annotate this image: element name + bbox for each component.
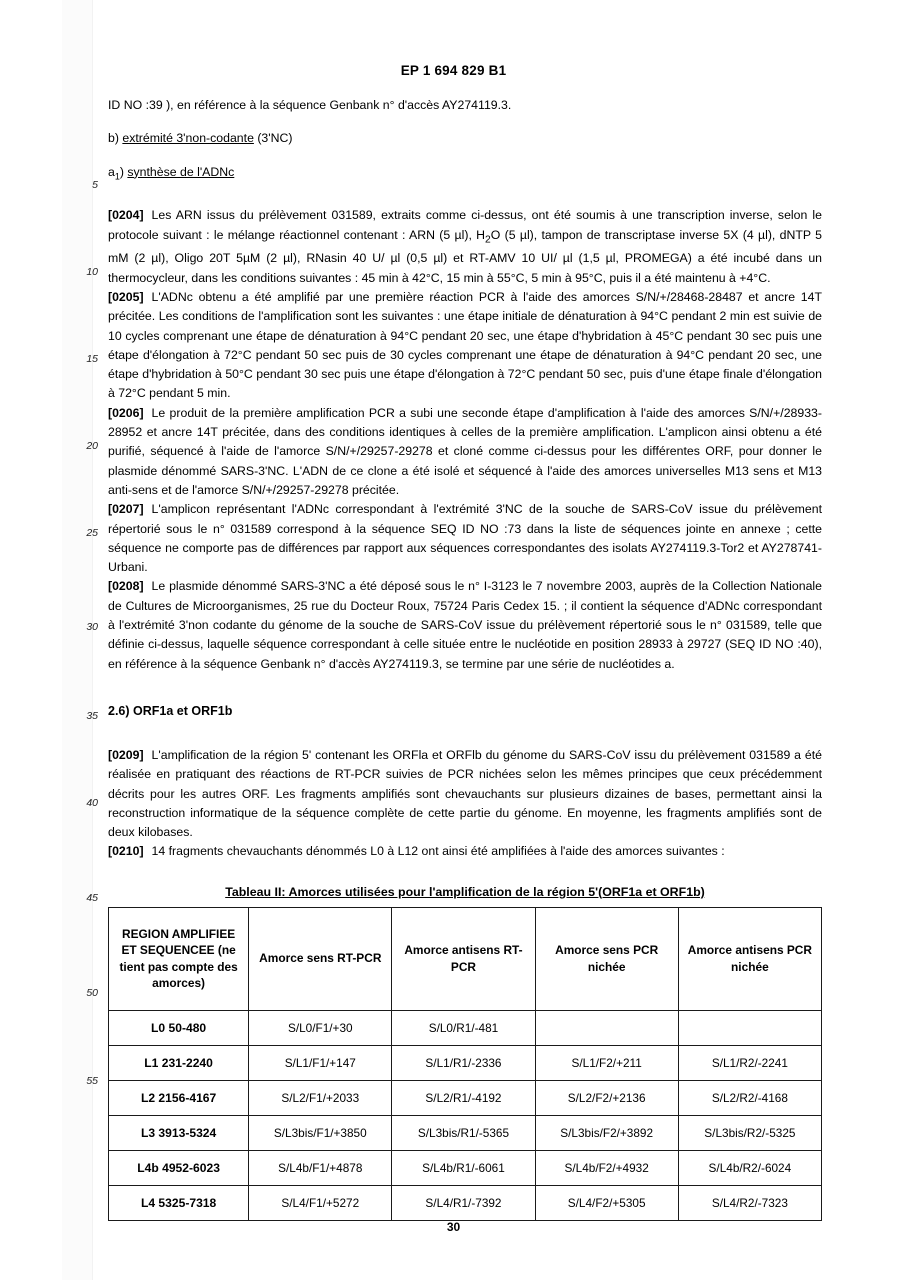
cell-antisense-nested: S/L1/R2/-2241: [678, 1045, 821, 1080]
paragraph-text: L'amplicon représentant l'ADNc correspondant à l'extrémité 3'NC de la souche de SARS-CoV issue du prélèvement répertorié sous le n° 031589 correspond à la séquence SEQ ID NO :73 dans la liste de séquences jointe en annexe ; cette séquence ne comporte pas de différences par rapport aux séquences correspondantes des isolats AY274119.3-Tor2 et AY278741-Urbani.: [108, 502, 822, 575]
paragraph-text: L'amplification de la région 5' contenant les ORFla et ORFlb du génome du SARS-CoV issu du prélèvement 031589 a été réalisée en pratiquant des réactions de RT-PCR suivies de PCR nichées selon les mêmes principes que ceux précédemment décrits pour les autres ORF. Les fragments amplifiés sont chevauchants sur plusieurs dizaines de bases, permettant ainsi la reconstruction informatique de la séquence complète de cette partie du génome. En moyenne, les fragments amplifiés sont de deux kilobases.: [108, 747, 822, 840]
cell-region: L1 231-2240: [109, 1045, 249, 1080]
cell-sense-nested: S/L2/F2/+2136: [535, 1080, 678, 1115]
cell-region: L0 50-480: [109, 1010, 249, 1045]
line-number: 45: [86, 892, 98, 904]
primers-table: [108, 907, 822, 1221]
cell-antisense-rtpcr: S/L2/R1/-4192: [392, 1080, 535, 1115]
table-header-row: [109, 907, 822, 1010]
paragraph-seq-ref: [108, 96, 822, 115]
cell-sense-nested: S/L4/F2/+5305: [535, 1185, 678, 1220]
line-number: 35: [86, 710, 98, 722]
cell-region: L4 5325-7318: [109, 1185, 249, 1220]
cell-sense-nested: S/L4b/F2/+4932: [535, 1150, 678, 1185]
paragraph-text: Les ARN issus du prélèvement 031589, extraits comme ci-dessus, ont été soumis à une transcription inverse, selon le protocole suivant : le mélange réactionnel contenant : ARN (5 µl), $H_2O$ (5 µl), tampon de transcriptase inverse 5X (4 µl), dNTP 5 mM (2 µl), Oligo 20T 5µM (2 µl), RNasin 40 U/ µl (0,5 µl) et RT-AMV 10 UI/ µl (1,5 µl, PROMEGA) a été incubé dans un thermocycleur, dans les conditions suivantes : 45 min à 42°C, 15 min à 55°C, 5 min à 95°C, puis il a été maintenu à +4°C.: [108, 208, 822, 285]
cell-sense-rtpcr: S/L4/F1/+5272: [249, 1185, 392, 1220]
table-row: [109, 1185, 822, 1220]
line-number: 5: [92, 179, 98, 191]
table-row: [109, 1080, 822, 1115]
cell-antisense-nested: [678, 1010, 821, 1045]
line-number: 20: [86, 440, 98, 452]
seq-ref-text: ID NO :39 ), en référence à la séquence Genbank n° d'accès AY274119.3.: [108, 98, 512, 112]
line-number: 30: [86, 621, 98, 633]
cell-sense-rtpcr: S/L0/F1/+30: [249, 1010, 392, 1045]
paragraph-number: [0204]: [108, 208, 144, 223]
cell-sense-rtpcr: S/L1/F1/+147: [249, 1045, 392, 1080]
column-header-antisense-nested: Amorce antisens PCR nichée: [678, 907, 821, 1010]
paragraph-number: [0207]: [108, 502, 144, 517]
heading-a1-underlined: synthèse de l'ADNc: [127, 164, 235, 179]
paragraph-0209: [108, 746, 822, 842]
cell-antisense-nested: S/L2/R2/-4168: [678, 1080, 821, 1115]
column-header-antisense-rtpcr: Amorce antisens RT-PCR: [392, 907, 535, 1010]
page-title: EP 1 694 829 B1: [400, 63, 507, 78]
cell-antisense-rtpcr: S/L4b/R1/-6061: [392, 1150, 535, 1185]
heading-b-3nc: [108, 129, 822, 148]
paragraph-0204: [108, 206, 822, 288]
cell-sense-rtpcr: S/L2/F1/+2033: [249, 1080, 392, 1115]
paragraph-0206: [108, 404, 822, 500]
paragraph-number: [0210]: [108, 844, 144, 859]
column-header-region: REGION AMPLIFIEE ET SEQUENCEE (ne tient pas compte des amorces): [109, 907, 249, 1010]
cell-region: L3 3913-5324: [109, 1115, 249, 1150]
cell-antisense-rtpcr: S/L1/R1/-2336: [392, 1045, 535, 1080]
cell-antisense-nested: S/L4/R2/-7323: [678, 1185, 821, 1220]
paragraph-text: 14 fragments chevauchants dénommés L0 à L12 ont ainsi été amplifiées à l'aide des amorces suivantes :: [151, 844, 725, 859]
column-header-sense-nested: Amorce sens PCR nichée: [535, 907, 678, 1010]
section-heading-2-6: 2.6) ORF1a et ORF1b: [108, 703, 233, 718]
line-number: 50: [86, 987, 98, 999]
table-row: [109, 1010, 822, 1045]
document-body: [108, 96, 822, 1221]
cell-region: L2 2156-4167: [109, 1080, 249, 1115]
paragraph-text: L'ADNc obtenu a été amplifié par une première réaction PCR à l'aide des amorces S/N/+/28468-28487 et ancre 14T précitée. Les conditions de l'amplification sont les suivantes : une étape initiale de dénaturation à 94°C pendant 2 min est suivie de 10 cycles comprenant une étape de dénaturation à 94°C pendant 20 sec, une étape d'hybridation à 45°C pendant 30 sec puis une étape d'élongation à 72°C pendant 50 sec puis de 30 cycles comprenant une étape de dénaturation à 94°C pendant 20 sec, une étape d'hybridation à 50°C pendant 30 sec puis une étape d'élongation à 72°C pendant 50 sec, puis d'une étape finale d'élongation à 72°C pendant 5 min.: [108, 289, 822, 401]
paragraph-number: [0205]: [108, 289, 144, 304]
heading-b-prefix: b): [108, 131, 123, 146]
paragraph-text: Le produit de la première amplification PCR a subi une seconde étape d'amplification à l'aide des amorces S/N/+/28933-28952 et ancre 14T précitée, dans des conditions identiques à celles de la première amplification. L'amplicon ainsi obtenu a été purifié, séquencé à l'aide de l'amorce S/N/+/29257-29278 et cloné comme ci-dessus pour les différentes ORF, pour donner le plasmide dénommé SARS-3'NC. L'ADN de ce clone a été isolé et séquencé à l'aide des amorces universelles M13 sens et M13 anti-sens et de l'amorce S/N/+/29257-29278 précitée.: [108, 405, 822, 497]
heading-a1-mid: ): [119, 164, 128, 179]
line-number: 10: [86, 266, 98, 278]
paragraph-number: [0208]: [108, 579, 144, 594]
cell-antisense-rtpcr: S/L4/R1/-7392: [392, 1185, 535, 1220]
table-caption: Tableau II: Amorces utilisées pour l'amplification de la région 5'(ORF1a et ORF1b): [225, 884, 705, 899]
cell-antisense-nested: S/L4b/R2/-6024: [678, 1150, 821, 1185]
paragraph-0210: [108, 842, 822, 861]
page-number: 30: [446, 1220, 461, 1234]
cell-sense-nested: S/L3bis/F2/+3892: [535, 1115, 678, 1150]
heading-b-suffix: (3'NC): [253, 131, 293, 146]
line-number-gutter: [62, 0, 98, 1280]
heading-a1-prefix: a: [108, 164, 115, 179]
table-row: [109, 1150, 822, 1185]
line-number: 55: [86, 1075, 98, 1087]
paragraph-0208: [108, 577, 822, 673]
heading-a1-subscript: 1: [114, 171, 120, 182]
cell-sense-rtpcr: S/L3bis/F1/+3850: [249, 1115, 392, 1150]
cell-sense-rtpcr: S/L4b/F1/+4878: [249, 1150, 392, 1185]
cell-sense-nested: S/L1/F2/+211: [535, 1045, 678, 1080]
cell-antisense-rtpcr: S/L3bis/R1/-5365: [392, 1115, 535, 1150]
paragraph-number: [0209]: [108, 747, 144, 762]
paragraph-text: Le plasmide dénommé SARS-3'NC a été déposé sous le n° I-3123 le 7 novembre 2003, auprès de la Collection Nationale de Cultures de Microorganismes, 25 rue du Docteur Roux, 75724 Paris Cedex 15. ; il contient la séquence d'ADNc correspondant à l'extrémité 3'non codante du génome de la souche de SARS-CoV issue du prélèvement répertorié sous le n° 031589, telle que définie ci-dessus, laquelle séquence correspondant à celle située entre le nucléotide en position 28933 à 29727 (SEQ ID NO :40), en référence à la séquence Genbank n° d'accès AY274119.3, se termine par une série de nucléotides a.: [108, 579, 822, 671]
cell-antisense-nested: S/L3bis/R2/-5325: [678, 1115, 821, 1150]
table-row: [109, 1045, 822, 1080]
cell-antisense-rtpcr: S/L0/R1/-481: [392, 1010, 535, 1045]
table-body: [109, 1010, 822, 1220]
column-header-sense-rtpcr: Amorce sens RT-PCR: [249, 907, 392, 1010]
paragraph-0207: [108, 500, 822, 577]
heading-a1-adnc: [108, 163, 822, 187]
cell-region: L4b 4952-6023: [109, 1150, 249, 1185]
paragraph-number: [0206]: [108, 405, 144, 420]
line-number: 15: [86, 353, 98, 365]
heading-b-underlined: extrémité 3'non-codante: [122, 131, 254, 146]
line-number: 25: [86, 527, 98, 539]
line-number: 40: [86, 797, 98, 809]
cell-sense-nested: [535, 1010, 678, 1045]
table-row: [109, 1115, 822, 1150]
paragraph-0205: [108, 288, 822, 404]
